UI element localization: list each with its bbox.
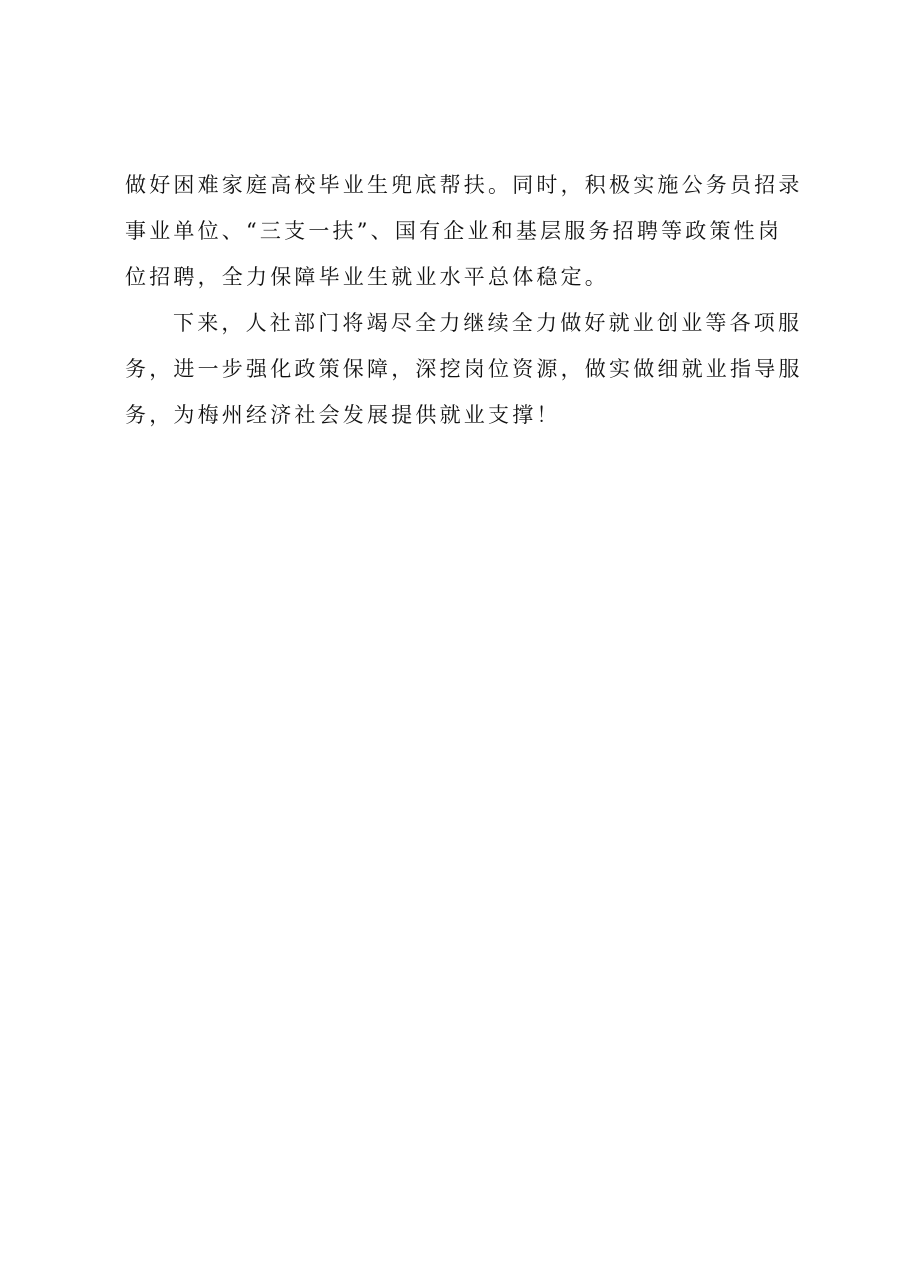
paragraph-1-line-2: 事业单位、“三支一扶”、国有企业和基层服务招聘等政策性岗 xyxy=(125,219,783,243)
body-text xyxy=(125,162,809,438)
paragraph-2-line-3: 务，为梅州经济社会发展提供就业支撑！ xyxy=(125,403,561,427)
paragraph-2-line-2: 务，进一步强化政策保障，深挖岗位资源，做实做细就业指导服 xyxy=(125,357,803,381)
paragraph-2-line-1: 下来，人社部门将竭尽全力继续全力做好就业创业等各项服 xyxy=(173,311,803,335)
paragraph-1-line-3: 位招聘，全力保障毕业生就业水平总体稳定。 xyxy=(125,265,609,289)
paragraph-1-line-1: 做好困难家庭高校毕业生兜底帮扶。同时，积极实施公务员招录 xyxy=(125,173,803,197)
